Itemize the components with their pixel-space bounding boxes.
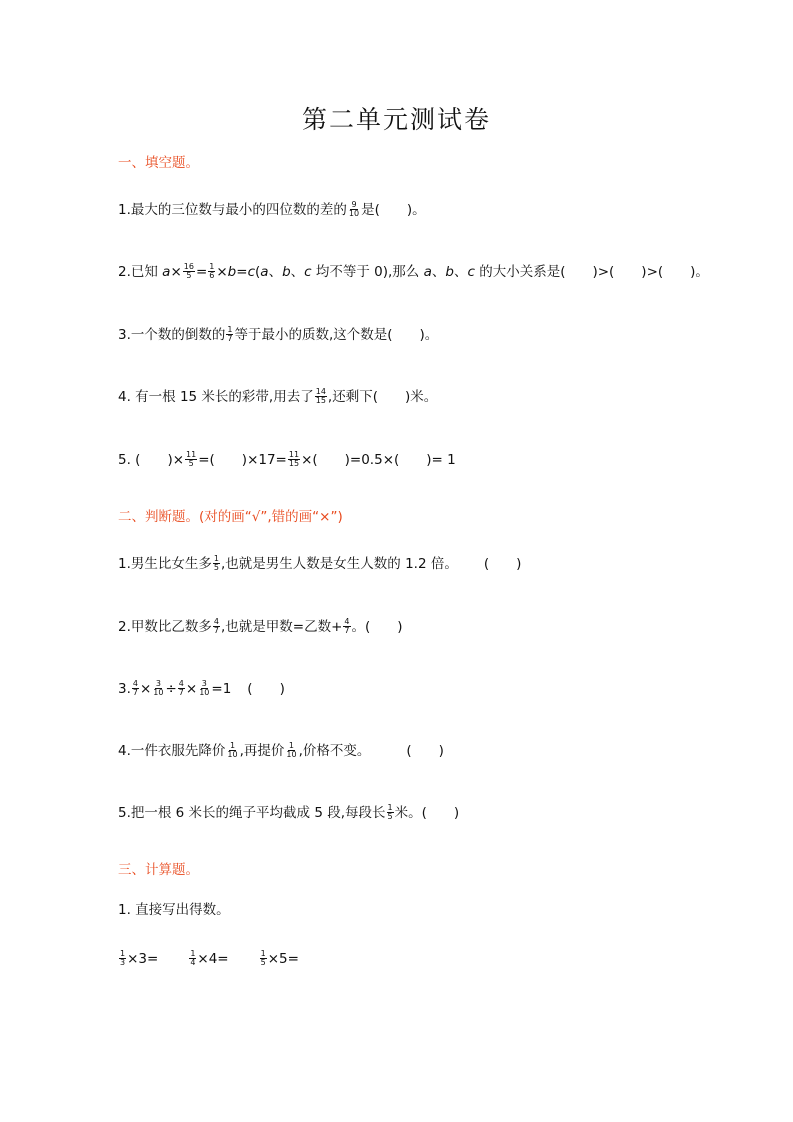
question-text: 米。( ): [394, 805, 460, 821]
question-text: 等于最小的质数,这个数是( )。: [234, 327, 439, 343]
variable-b: b: [445, 264, 454, 280]
operator: ×: [170, 264, 182, 280]
fraction-numerator: 3: [155, 678, 161, 688]
operator: ×: [139, 681, 152, 697]
fraction: [208, 263, 215, 280]
variable-b: b: [282, 264, 291, 280]
question-text: 1.最大的三位数与最小的四位数的差的: [118, 202, 347, 218]
question-fill-3: [118, 325, 438, 345]
fraction: [288, 451, 300, 468]
variable-c: c: [304, 264, 312, 280]
question-fill-1: [118, 200, 426, 220]
variable-c: c: [467, 264, 475, 280]
fraction-denominator: 5: [260, 957, 266, 967]
separator: 、: [290, 264, 305, 280]
fraction: [343, 618, 350, 635]
fraction-numerator: 1: [229, 740, 236, 750]
fraction-denominator: 10: [199, 687, 210, 697]
fraction-numerator: 11: [288, 449, 300, 459]
calc-intro: 1. 直接写出得数。: [118, 902, 230, 918]
calc-item: [118, 949, 158, 969]
fraction-denominator: 7: [178, 687, 184, 697]
question-text: =1: [211, 681, 232, 697]
variable-a: a: [423, 264, 432, 280]
answer-blank: ( ): [247, 681, 285, 697]
fraction-numerator: 1: [227, 324, 233, 334]
fraction: [213, 555, 220, 572]
separator: 、: [268, 264, 283, 280]
operator: ×: [216, 264, 228, 280]
fraction-denominator: 4: [190, 957, 196, 967]
fraction: [387, 804, 394, 821]
question-text: 5.把一根 6 米长的绳子平均截成 5 段,每段长: [118, 805, 386, 821]
fraction-denominator: 5: [387, 811, 393, 821]
fraction-denominator: 10: [227, 749, 238, 759]
fraction-denominator: 7: [213, 625, 219, 635]
calc-expression: ×3=: [127, 951, 159, 967]
fraction-numerator: 4: [213, 616, 219, 626]
fraction: [178, 680, 185, 697]
fraction-numerator: 4: [132, 678, 138, 688]
fraction: [226, 326, 233, 343]
page-title: 第二单元测试卷: [301, 105, 491, 134]
calc-expression: ×5=: [267, 951, 299, 967]
question-text: 的大小关系是( )>( )>( )。: [474, 264, 709, 280]
fraction-numerator: 1: [260, 948, 266, 958]
fraction-numerator: 1: [288, 740, 295, 750]
fraction: [260, 950, 267, 967]
fraction: [198, 680, 210, 697]
question-fill-5: [118, 450, 456, 470]
section-heading-calc: 三、计算题。: [118, 862, 199, 878]
fraction-denominator: 3: [120, 957, 126, 967]
section-heading-judge: 二、判断题。(对的画“√”,错的画“×”): [118, 509, 343, 525]
operator: ×: [185, 681, 198, 697]
question-text: 4. 有一根 15 米长的彩带,用去了: [118, 389, 314, 405]
fraction-numerator: 16: [183, 261, 194, 271]
question-text: 2.甲数比乙数多: [118, 619, 212, 635]
question-text: 3.: [118, 681, 131, 697]
fraction: [183, 263, 195, 280]
variable-c: c: [247, 264, 255, 280]
question-text: 1.男生比女生多: [118, 556, 212, 572]
question-text: ,价格不变。: [298, 743, 371, 759]
fraction-denominator: 10: [153, 687, 164, 697]
question-fill-2: [118, 262, 709, 282]
fraction-numerator: 4: [178, 678, 184, 688]
question-judge-1: [118, 554, 521, 574]
fraction-denominator: 7: [227, 333, 233, 343]
calc-row: [118, 949, 329, 969]
fraction-denominator: 7: [344, 625, 350, 635]
question-judge-5: [118, 803, 459, 823]
fraction-denominator: 5: [213, 562, 219, 572]
calc-expression: ×4=: [197, 951, 229, 967]
question-text: 4.一件衣服先降价: [118, 743, 226, 759]
question-text: ,再提价: [239, 743, 285, 759]
fraction-denominator: 10: [348, 208, 360, 218]
fraction-numerator: 9: [351, 199, 357, 209]
question-text: 。( ): [351, 619, 403, 635]
operator: ÷: [165, 681, 177, 697]
variable-a: a: [260, 264, 269, 280]
fraction: [152, 680, 164, 697]
variable-a: a: [162, 264, 171, 280]
question-text: 2.已知: [118, 264, 163, 280]
question-fill-4: [118, 387, 437, 407]
fraction-numerator: 1: [387, 802, 393, 812]
answer-blank: ( ): [406, 743, 444, 759]
fraction-numerator: 1: [209, 261, 215, 271]
fraction: [119, 950, 126, 967]
separator: 、: [431, 264, 446, 280]
calc-item: [259, 949, 299, 969]
fraction: [185, 451, 197, 468]
fraction-numerator: 4: [344, 616, 350, 626]
question-text: 3.一个数的倒数的: [118, 327, 226, 343]
fraction: [315, 388, 327, 405]
fraction-numerator: 14: [315, 386, 326, 396]
question-judge-4: [118, 741, 444, 761]
question-text: 是( )。: [361, 202, 426, 218]
fraction-numerator: 1: [213, 553, 219, 563]
variable-b: b: [227, 264, 237, 280]
fraction: [213, 618, 220, 635]
question-text: ,也就是男生人数是女生人数的 1.2 倍。: [220, 556, 458, 572]
fraction: [285, 742, 297, 759]
fraction-denominator: 7: [132, 687, 138, 697]
fraction: [189, 950, 196, 967]
calc-item: [188, 949, 228, 969]
question-text: 5. ( )×: [118, 452, 185, 468]
fraction: [226, 742, 238, 759]
question-text: =( )×17=: [198, 452, 287, 468]
operator: =: [195, 264, 208, 280]
fraction-numerator: 1: [190, 948, 196, 958]
separator: 、: [453, 264, 468, 280]
fraction-numerator: 1: [120, 948, 126, 958]
fraction-numerator: 3: [201, 678, 207, 688]
question-text: ,也就是甲数=乙数+: [220, 619, 343, 635]
fraction-denominator: 5: [188, 458, 194, 468]
fraction-denominator: 10: [286, 749, 297, 759]
question-judge-2: [118, 617, 403, 637]
question-text: ×( )=0.5×( )= 1: [301, 452, 456, 468]
fraction: [132, 680, 139, 697]
operator: =: [236, 264, 248, 280]
question-text: ,还剩下( )米。: [327, 389, 438, 405]
fraction-denominator: 15: [315, 395, 326, 405]
question-text: (: [255, 264, 261, 280]
fraction-denominator: 6: [209, 270, 215, 280]
question-text: 均不等于 0),那么: [311, 264, 424, 280]
answer-blank: ( ): [483, 556, 522, 572]
fraction: [348, 201, 360, 218]
section-heading-fill-blank: 一、填空题。: [118, 155, 199, 171]
fraction-denominator: 5: [186, 270, 192, 280]
fraction-denominator: 15: [288, 458, 300, 468]
question-judge-3: [118, 679, 285, 699]
fraction-numerator: 11: [186, 449, 197, 459]
